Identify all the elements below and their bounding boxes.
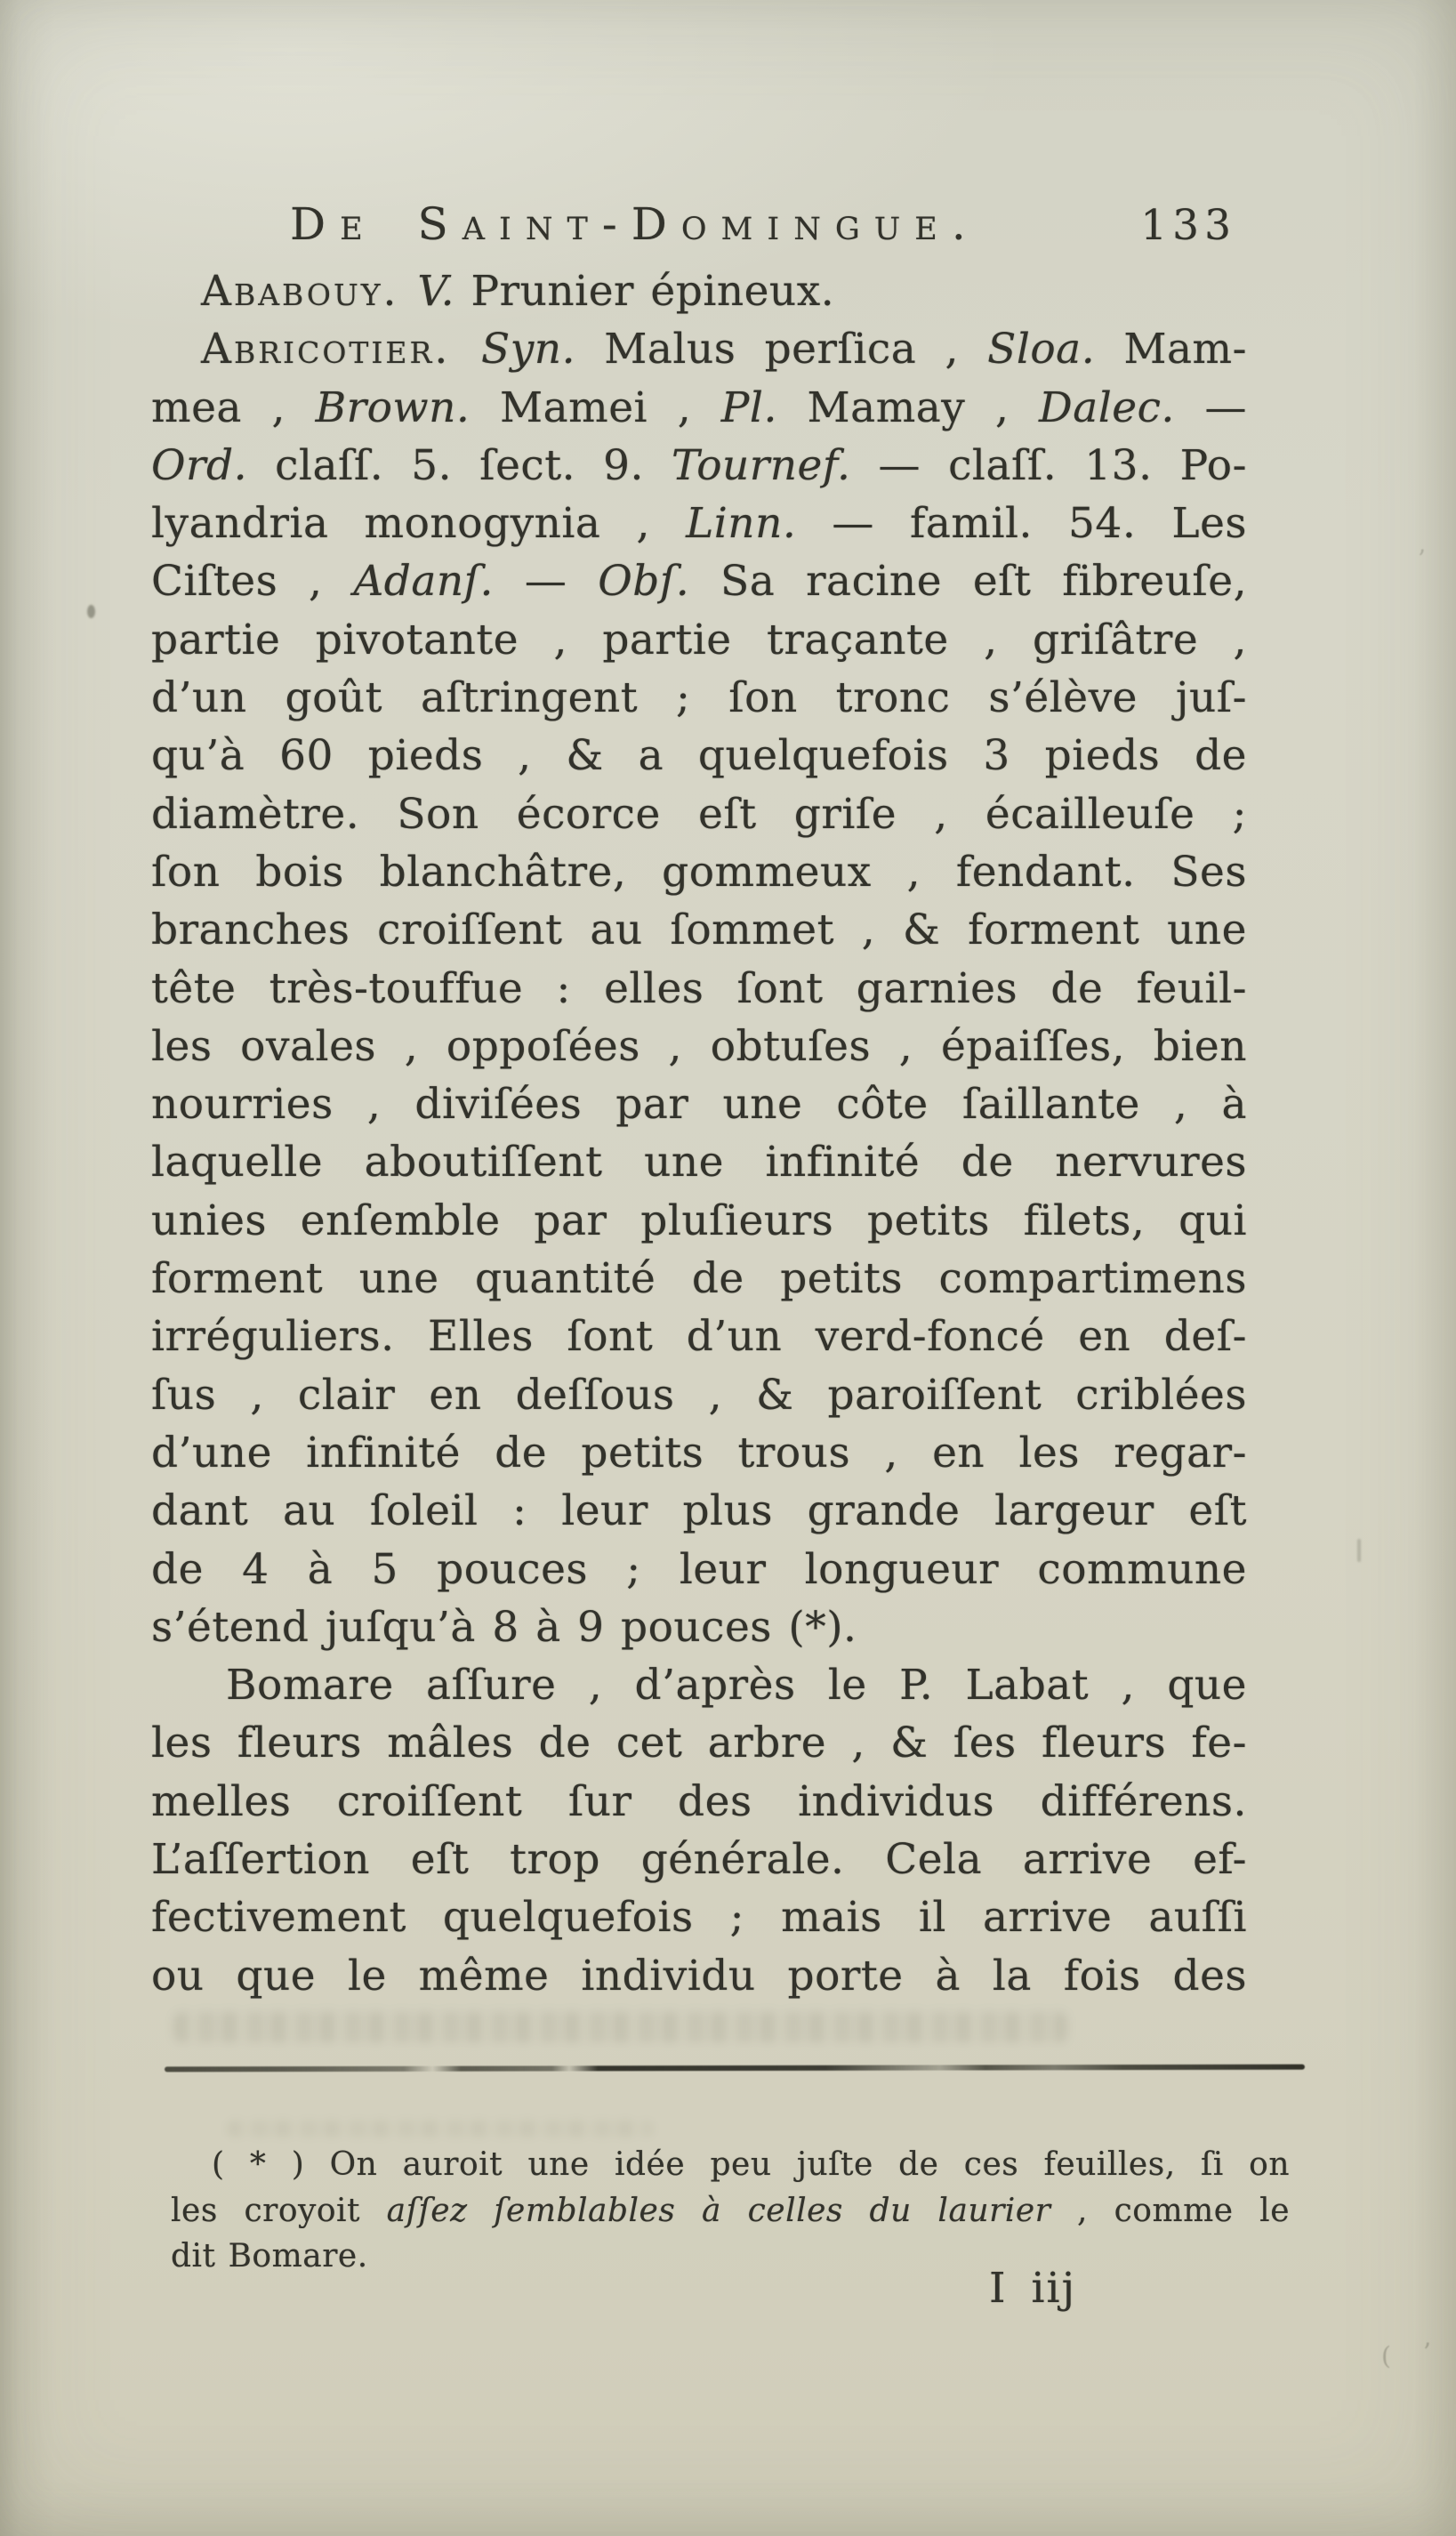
- body-text-segment: forment une quantité de petits compartimens: [151, 1254, 1247, 1304]
- text-line: [151, 1773, 1247, 1831]
- text-line: [151, 1541, 1247, 1598]
- text-line: [151, 843, 1247, 901]
- body-text-segment: , comme le: [1050, 2192, 1291, 2229]
- text-line: [151, 1250, 1247, 1308]
- italic-text: Sloa.: [987, 325, 1096, 374]
- scan-speck: (: [1381, 2341, 1391, 2371]
- text-line: [151, 262, 1247, 320]
- body-text-segment: branches croiſſent au ſommet , & forment une: [151, 906, 1247, 955]
- body-text-segment: les fleurs mâles de cet arbre , & ſes fleurs fe-: [151, 1719, 1247, 1768]
- ink-showthrough: [227, 2121, 654, 2137]
- body-text-segment: unies enſemble par pluſieurs petits filets, qui: [151, 1196, 1247, 1245]
- text-line: [151, 1192, 1247, 1250]
- text-line: [151, 1831, 1247, 1888]
- italic-text: Dalec.: [1039, 382, 1175, 432]
- italic-text: aſſez ſemblables à celles du laurier: [386, 2192, 1051, 2229]
- body-text-segment: ſon bois blanchâtre, gommeux , fendant. Ses: [151, 847, 1247, 897]
- text-line: [151, 552, 1247, 610]
- body-text-segment: —: [1174, 382, 1247, 432]
- italic-text: Tournef.: [672, 440, 851, 490]
- italic-text: Brown.: [315, 382, 471, 432]
- scan-speck: ’: [1418, 544, 1426, 574]
- text-line: [151, 1308, 1247, 1365]
- text-line: [151, 320, 1247, 378]
- footnote: [171, 2142, 1290, 2280]
- text-line: [151, 1656, 1247, 1714]
- text-line: [151, 669, 1247, 727]
- text-line: [151, 495, 1247, 552]
- paragraph: [151, 262, 1247, 320]
- body-text-segment: de 4 à 5 pouces ; leur longueur commune: [151, 1544, 1247, 1594]
- body-text: [151, 262, 1247, 2005]
- italic-text: Ord.: [151, 440, 248, 490]
- body-text-segment: L’aſſertion eſt trop générale. Cela arrive ef-: [151, 1835, 1247, 1885]
- smallcaps-entry: Abricotier.: [201, 325, 482, 374]
- text-line: [151, 1888, 1247, 1946]
- body-text-segment: fectivement quelquefois ; mais il arrive auſſi: [151, 1893, 1247, 1943]
- text-line: [171, 2188, 1290, 2234]
- body-text-segment: qu’à 60 pieds , & a quelquefois 3 pieds de: [151, 731, 1247, 781]
- text-line: [151, 1598, 1247, 1656]
- running-title: De Saint-Domingue.: [290, 198, 980, 250]
- page-header: [151, 197, 1247, 251]
- scan-speck: ’: [1423, 2338, 1431, 2367]
- body-text-segment: mea ,: [151, 382, 316, 432]
- text-line: [151, 1366, 1247, 1424]
- text-line: [151, 611, 1247, 669]
- text-line: [171, 2234, 1290, 2280]
- body-text-segment: les ovales , oppoſées , obtuſes , épaiſſes, bien: [151, 1021, 1247, 1071]
- body-text-segment: ou que le même individu porte à la fois des: [151, 1951, 1247, 2001]
- paragraph: [151, 320, 1247, 1656]
- text-line: [151, 1714, 1247, 1772]
- body-text-segment: lyandria monogynia ,: [151, 499, 687, 549]
- body-text-segment: Ciſtes ,: [151, 557, 354, 607]
- italic-text: Syn.: [481, 325, 576, 374]
- body-text-segment: s’étend juſqu’à 8 à 9 pouces (*).: [151, 1602, 857, 1652]
- text-line: [151, 1482, 1247, 1540]
- body-text-segment: claſſ. 5. ſect. 9.: [247, 440, 672, 490]
- text-line: [151, 1947, 1247, 2005]
- body-text-segment: tête très-touffue : elles ſont garnies de feuil-: [151, 963, 1247, 1013]
- paragraph: [151, 1656, 1247, 2005]
- text-line: [151, 437, 1247, 495]
- body-text-segment: dant au ſoleil : leur plus grande largeur eſt: [151, 1486, 1247, 1536]
- body-text-segment: nourries , diviſées par une côte ſaillante , à: [151, 1080, 1247, 1130]
- body-text-segment: Mam-: [1095, 325, 1247, 374]
- scan-speck: [87, 605, 95, 618]
- body-text-segment: melles croiſſent ſur des individus différens.: [151, 1776, 1247, 1826]
- text-line: [151, 1133, 1247, 1191]
- body-text-segment: Prunier épineux.: [454, 267, 835, 316]
- signature-mark: I iij: [989, 2264, 1077, 2313]
- italic-text: Pl.: [720, 382, 777, 432]
- italic-text: Obſ.: [598, 557, 690, 607]
- body-text-segment: diamètre. Son écorce eſt griſe , écailleuſe ;: [151, 789, 1247, 839]
- page-number: 133: [1140, 201, 1236, 250]
- body-text-segment: partie pivotante , partie traçante , griſâtre ,: [151, 615, 1247, 664]
- scan-speck: [1357, 1539, 1361, 1562]
- text-line: [171, 2142, 1290, 2188]
- text-line: [151, 727, 1247, 785]
- body-text-segment: —: [494, 557, 599, 607]
- text-line: [151, 960, 1247, 1018]
- body-text-segment: Malus perſica ,: [575, 325, 988, 374]
- body-text-segment: Mamei ,: [470, 382, 721, 432]
- footnote-divider: [165, 2065, 1305, 2073]
- body-text-segment: irréguliers. Elles ſont d’un verd-foncé en deſ-: [151, 1312, 1247, 1362]
- body-text-segment: les croyoit: [171, 2192, 387, 2229]
- ink-showthrough: [173, 2012, 1067, 2042]
- text-block: [151, 197, 1247, 2005]
- smallcaps-entry: Ababouy.: [201, 267, 418, 316]
- footnote-lines: [171, 2142, 1290, 2280]
- body-text-segment: Mamay ,: [776, 382, 1040, 432]
- body-text-segment: dit Bomare.: [171, 2238, 368, 2274]
- body-text-segment: d’une infinité de petits trous , en les regar-: [151, 1428, 1247, 1477]
- body-text-segment: ſus , clair en deſſous , & paroiſſent criblées: [151, 1370, 1247, 1420]
- text-line: [151, 1075, 1247, 1133]
- text-line: [151, 785, 1247, 843]
- body-text-segment: — famil. 54. Les: [796, 499, 1247, 549]
- text-line: [151, 379, 1247, 437]
- text-line: [151, 901, 1247, 959]
- text-line: [151, 1018, 1247, 1075]
- italic-text: Linn.: [686, 499, 797, 549]
- body-text-segment: ( * ) On auroit une idée peu juſte de ces feuilles, ſi on: [212, 2146, 1290, 2183]
- body-text-segment: Sa racine eſt fibreuſe,: [689, 557, 1248, 607]
- text-line: [151, 1424, 1247, 1482]
- body-text-segment: — claſſ. 13. Po-: [850, 440, 1247, 490]
- body-text-segment: Bomare aſſure , d’après le P. Labat , que: [226, 1661, 1247, 1711]
- italic-text: Adanſ.: [353, 557, 494, 607]
- italic-text: V.: [417, 267, 455, 316]
- body-text-segment: laquelle aboutiſſent une infinité de nervures: [151, 1138, 1247, 1187]
- body-text-segment: d’un goût aſtringent ; ſon tronc s’élève juſ-: [151, 673, 1247, 723]
